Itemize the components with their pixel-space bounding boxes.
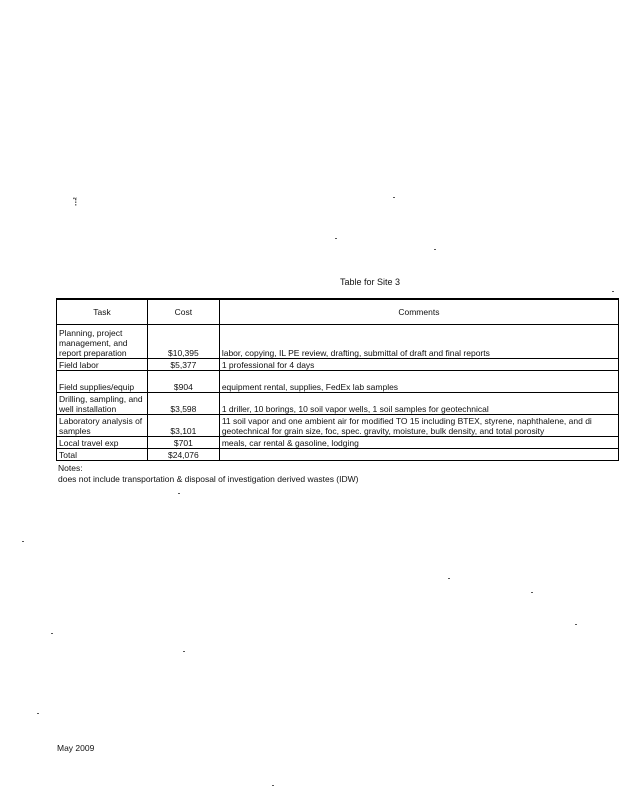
scan-speck — [183, 651, 185, 652]
task-cell: Field supplies/equip — [57, 371, 148, 393]
scan-speck — [575, 624, 577, 625]
task-cell: Drilling, sampling, and well installation — [57, 393, 148, 415]
cost-cell: $10,395 — [147, 325, 219, 359]
scan-speck — [393, 197, 395, 198]
header-comments: Comments — [219, 299, 618, 325]
scan-speck — [22, 541, 24, 542]
scan-speck — [51, 633, 53, 634]
task-cell: Local travel exp — [57, 437, 148, 449]
scan-speck — [335, 238, 337, 239]
comment-cell: 11 soil vapor and one ambient air for modified TO 15 including BTEX, styrene, naphthalene, and di geotechnical for grain size, foc, spec. gravity, moisture, bulk density, and total porosity — [219, 415, 618, 437]
cost-cell: $701 — [147, 437, 219, 449]
table-total-row — [57, 449, 619, 461]
task-cell: Laboratory analysis of samples — [57, 415, 148, 437]
scan-mark: ⁝͂ — [74, 197, 78, 209]
scan-speck — [178, 493, 180, 494]
table-header-row — [57, 299, 619, 325]
table-row — [57, 393, 619, 415]
comment-cell — [219, 449, 618, 461]
total-cost-cell: $24,076 — [147, 449, 219, 461]
total-label-cell: Total — [57, 449, 148, 461]
cost-table — [56, 298, 619, 461]
comment-cell: meals, car rental & gasoline, lodging — [219, 437, 618, 449]
notes-block — [58, 463, 359, 485]
header-task: Task — [57, 299, 148, 325]
scan-speck — [272, 785, 274, 786]
task-cell: Field labor — [57, 359, 148, 371]
table-row — [57, 359, 619, 371]
scan-speck — [612, 291, 614, 292]
header-cost: Cost — [147, 299, 219, 325]
table-row — [57, 437, 619, 449]
table-row — [57, 415, 619, 437]
task-cell: Planning, project management, and report preparation — [57, 325, 148, 359]
cost-cell: $3,598 — [147, 393, 219, 415]
cost-cell: $904 — [147, 371, 219, 393]
cost-cell: $5,377 — [147, 359, 219, 371]
cost-cell: $3,101 — [147, 415, 219, 437]
table-title: Table for Site 3 — [339, 277, 401, 287]
comment-cell: 1 professional for 4 days — [219, 359, 618, 371]
table-row — [57, 325, 619, 359]
comment-cell: 1 driller, 10 borings, 10 soil vapor wells, 1 soil samples for geotechnical — [219, 393, 618, 415]
scan-speck — [448, 578, 450, 579]
scan-speck — [434, 249, 436, 250]
scan-speck — [37, 713, 39, 714]
footer-date: May 2009 — [57, 743, 95, 753]
notes-text: does not include transportation & disposal of investigation derived wastes (IDW) — [58, 474, 359, 484]
comment-cell: labor, copying, IL PE review, drafting, submittal of draft and final reports — [219, 325, 618, 359]
scan-speck — [531, 592, 533, 593]
notes-label: Notes: — [58, 463, 83, 473]
table-row — [57, 371, 619, 393]
comment-cell: equipment rental, supplies, FedEx lab samples — [219, 371, 618, 393]
